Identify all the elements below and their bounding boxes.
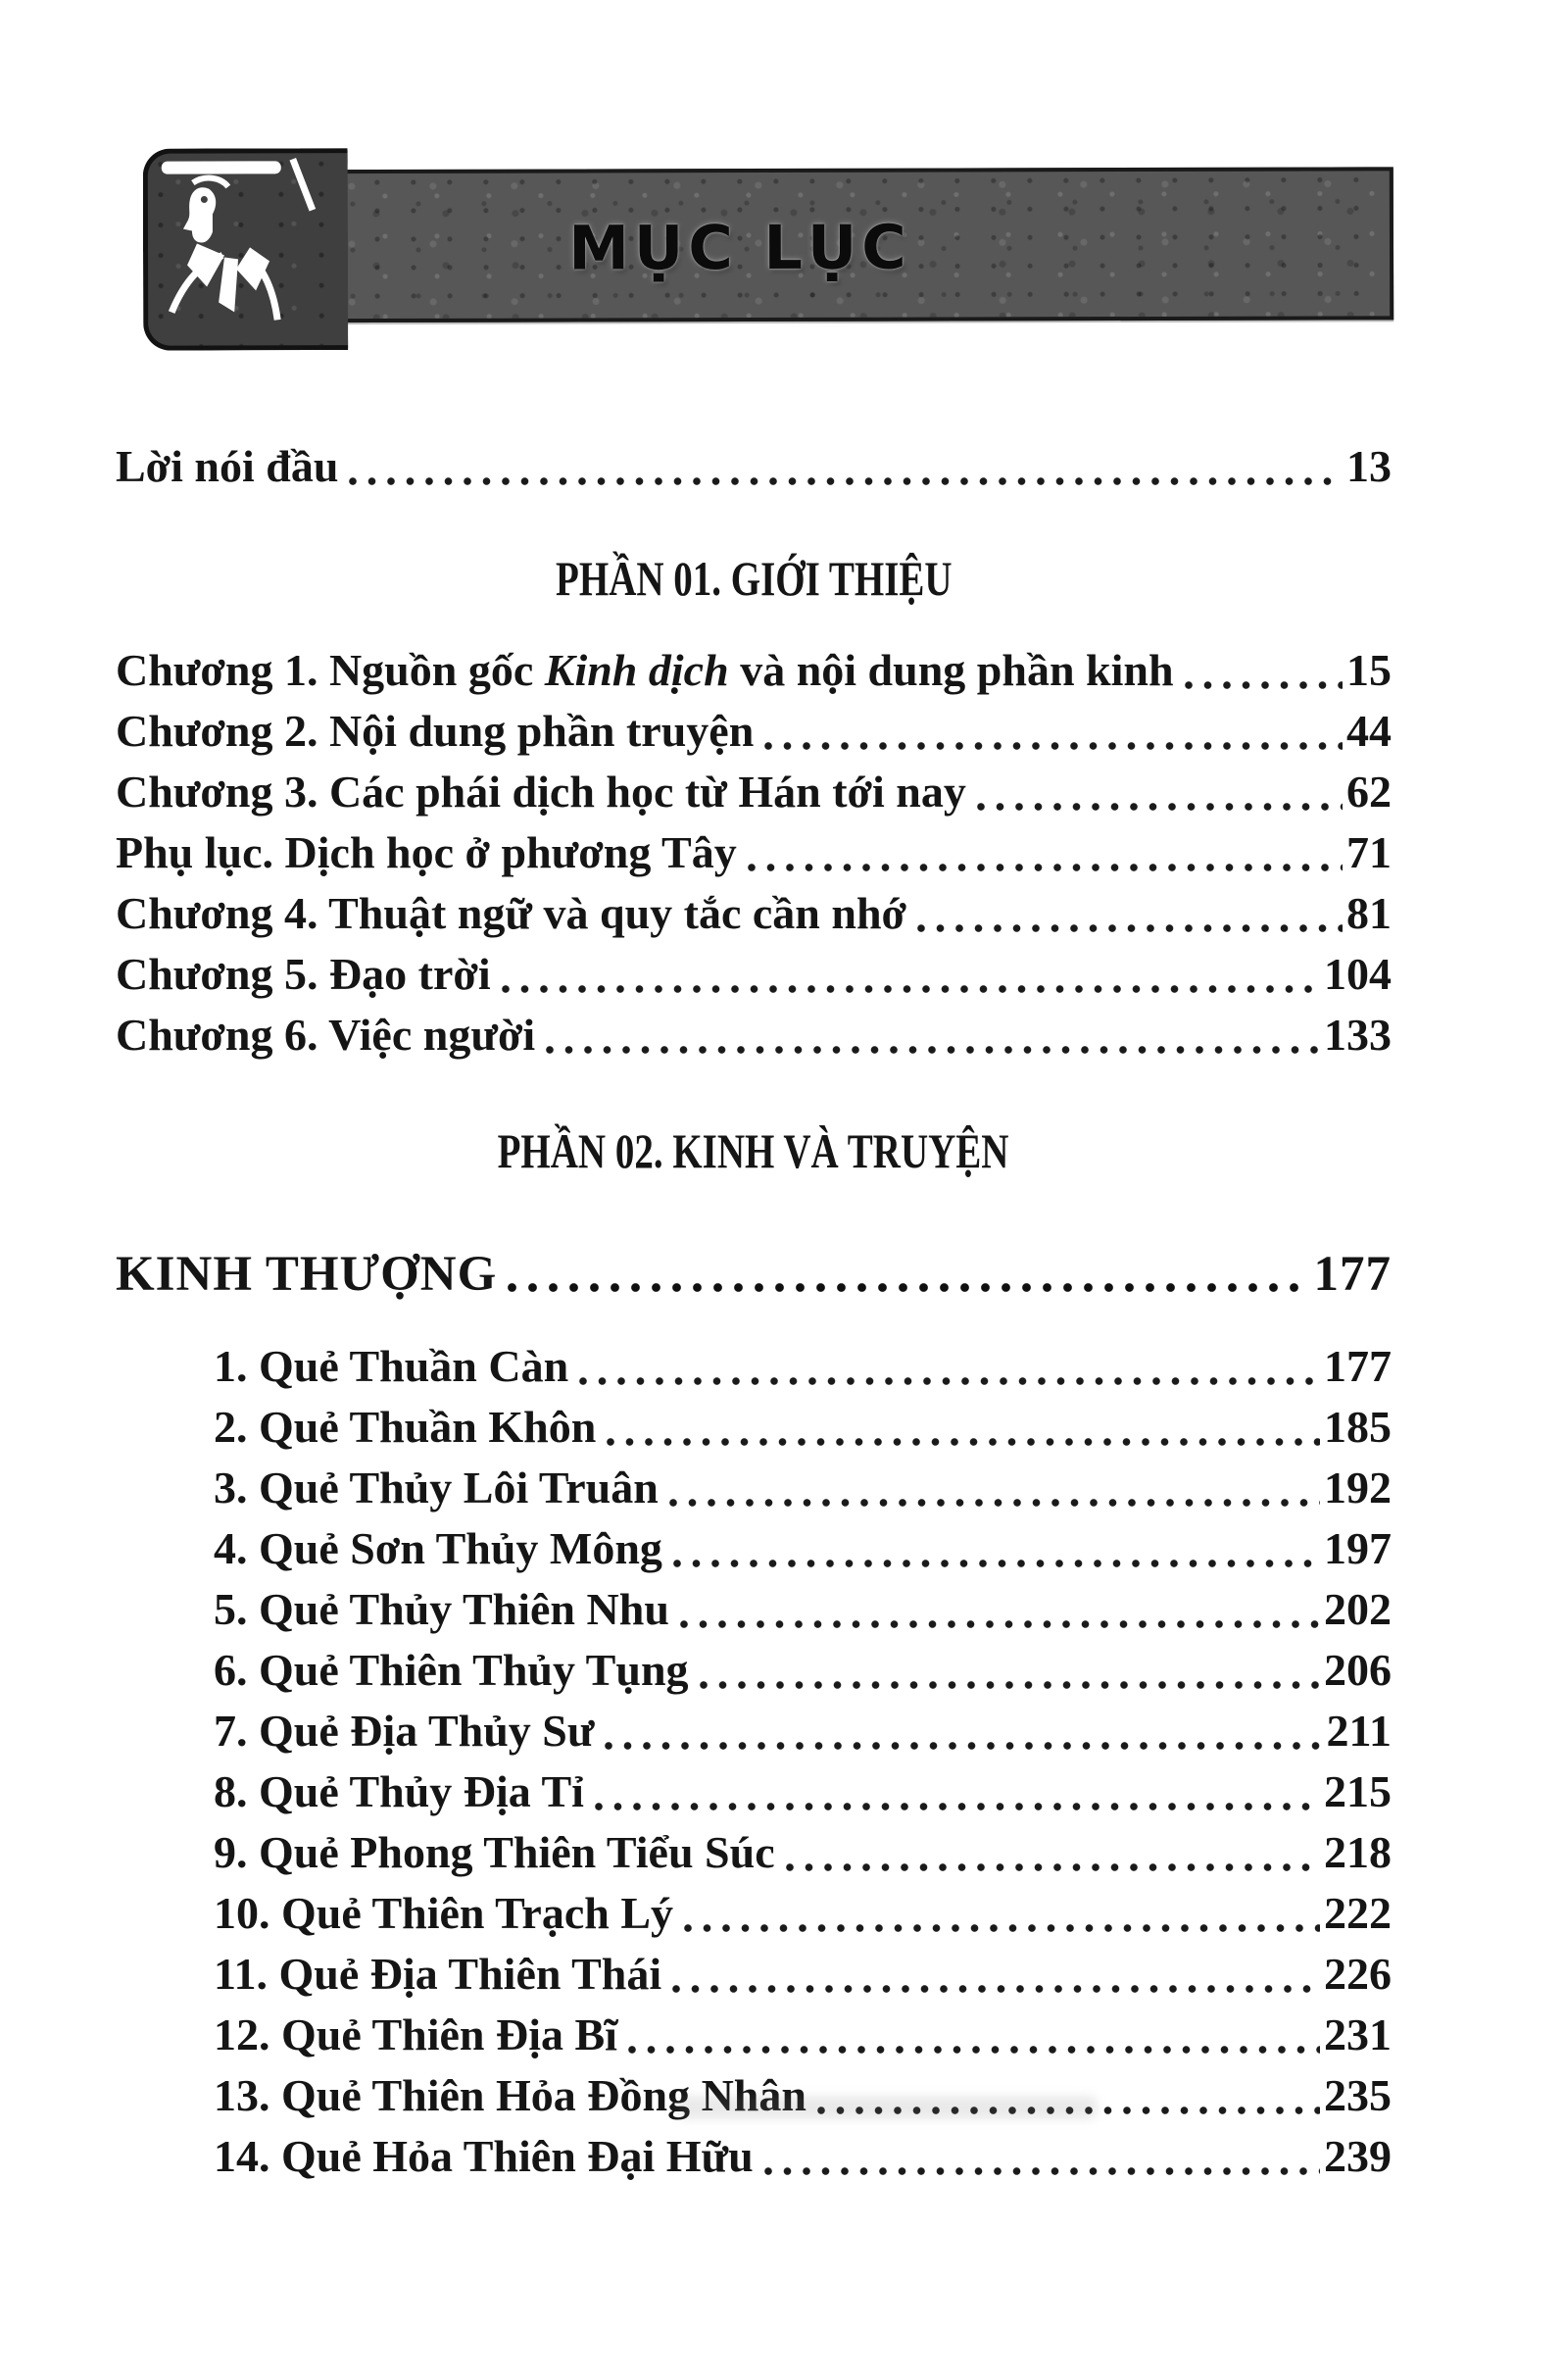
- dot-leader: [501, 984, 1320, 994]
- toc-row: [214, 1822, 1392, 1883]
- toc-label: 6. Quẻ Thiên Thủy Tụng: [214, 1645, 689, 1695]
- toc-list: [116, 0, 1392, 2187]
- dot-leader: [785, 1862, 1320, 1872]
- page-number: 13: [1346, 441, 1392, 491]
- toc-row-kinh-thuong: [116, 1244, 1392, 1305]
- toc-label: 11. Quẻ Địa Thiên Thái: [214, 1949, 662, 1999]
- dot-leader: [672, 1559, 1320, 1568]
- scan-smudge: [676, 2096, 1098, 2119]
- toc-row: [116, 701, 1392, 762]
- toc-row: [116, 1005, 1392, 1066]
- toc-label: KINH THƯỢNG: [116, 1247, 498, 1302]
- page-number: 226: [1324, 1949, 1392, 1999]
- toc-label: 8. Quẻ Thủy Địa Tỉ: [214, 1766, 584, 1816]
- toc-row: [214, 1579, 1392, 1640]
- toc-label: 1. Quẻ Thuần Càn: [214, 1341, 569, 1391]
- page-number: 44: [1346, 706, 1392, 756]
- toc-label: Chương 2. Nội dung phần truyện: [116, 706, 755, 756]
- page-number: 206: [1324, 1645, 1392, 1695]
- dot-leader: [594, 1802, 1320, 1811]
- toc-row: [214, 1336, 1392, 1397]
- toc-row: [214, 2126, 1392, 2187]
- page-number: 192: [1324, 1463, 1392, 1512]
- toc-row: [214, 1883, 1392, 1944]
- page-number: 133: [1324, 1010, 1392, 1060]
- toc-row-preface: [116, 436, 1392, 497]
- page-number: 81: [1346, 888, 1392, 938]
- toc-row: [116, 883, 1392, 944]
- dot-leader: [683, 1923, 1320, 1933]
- dot-leader: [606, 1437, 1320, 1447]
- dot-leader: [763, 741, 1343, 751]
- toc-row: [116, 822, 1392, 883]
- dot-leader: [916, 923, 1343, 933]
- toc-label-italic: Kinh dịch: [544, 645, 729, 695]
- part2-heading: PHẦN 02. KINH VÀ TRUYỆN: [498, 1123, 1009, 1178]
- toc-label: Phụ lục. Dịch học ở phương Tây: [116, 827, 737, 877]
- part1-rows: [116, 640, 1392, 1066]
- toc-label: Lời nói đầu: [116, 441, 339, 491]
- toc-row: [214, 1518, 1392, 1579]
- toc-label: Chương 5. Đạo trời: [116, 949, 491, 999]
- toc-row: [116, 762, 1392, 822]
- toc-label: 13. Quẻ Thiên Hỏa Đồng Nhân: [214, 2070, 806, 2120]
- toc-label: Chương 3. Các phái dịch học từ Hán tới nay: [116, 767, 966, 817]
- dot-leader: [348, 476, 1343, 486]
- toc-row: [214, 2005, 1392, 2065]
- page-number: 185: [1324, 1402, 1392, 1452]
- toc-row: [116, 640, 1392, 701]
- dot-leader: [507, 1282, 1309, 1293]
- page-title: MỤC LỤC: [568, 211, 911, 284]
- page-number: 218: [1324, 1827, 1392, 1877]
- page-number: 104: [1324, 949, 1392, 999]
- dot-leader: [604, 1741, 1322, 1751]
- page-number: 177: [1313, 1247, 1392, 1302]
- toc-row: [214, 1944, 1392, 2005]
- dot-leader: [763, 2166, 1320, 2176]
- dot-leader: [578, 1376, 1320, 1386]
- page-number: 222: [1324, 1888, 1392, 1938]
- dot-leader: [1184, 680, 1343, 690]
- page-number: 202: [1324, 1584, 1392, 1634]
- page-number: 239: [1324, 2131, 1392, 2181]
- dot-leader: [747, 863, 1343, 872]
- toc-label: 3. Quẻ Thủy Lôi Truân: [214, 1463, 659, 1512]
- toc-label: 5. Quẻ Thủy Thiên Nhu: [214, 1584, 669, 1634]
- page-number: 211: [1326, 1706, 1392, 1756]
- part2-rows: [116, 1336, 1392, 2187]
- toc-label: 14. Quẻ Hỏa Thiên Đại Hữu: [214, 2131, 754, 2181]
- dot-leader: [699, 1680, 1320, 1690]
- toc-row: [214, 1397, 1392, 1458]
- toc-row: [214, 1458, 1392, 1518]
- toc-label: 7. Quẻ Địa Thủy Sư: [214, 1706, 595, 1756]
- page-number: 15: [1346, 645, 1392, 695]
- toc-label: 10. Quẻ Thiên Trạch Lý: [214, 1888, 674, 1938]
- dot-leader: [627, 2045, 1320, 2055]
- toc-label: Chương 1. Nguồn gốc Kinh dịch và nội dung phần kinh: [116, 645, 1174, 695]
- page-number: 235: [1324, 2070, 1392, 2120]
- toc-row: [116, 944, 1392, 1005]
- page-number: 71: [1346, 827, 1392, 877]
- page-number: 231: [1324, 2009, 1392, 2059]
- dot-leader: [545, 1045, 1320, 1055]
- toc-label: Chương 6. Việc người: [116, 1010, 536, 1060]
- toc-row: [214, 1761, 1392, 1822]
- page-number: 177: [1324, 1341, 1392, 1391]
- toc-label: 12. Quẻ Thiên Địa Bĩ: [214, 2009, 617, 2059]
- dot-leader: [679, 1619, 1320, 1629]
- toc-label: Chương 4. Thuật ngữ và quy tắc cần nhớ: [116, 888, 907, 938]
- page-number: 197: [1324, 1523, 1392, 1573]
- dot-leader: [976, 802, 1343, 812]
- toc-row: [214, 1640, 1392, 1701]
- toc-label: 2. Quẻ Thuần Khôn: [214, 1402, 597, 1452]
- toc-row: [214, 1701, 1392, 1761]
- toc-label: 9. Quẻ Phong Thiên Tiểu Súc: [214, 1827, 775, 1877]
- dot-leader: [668, 1498, 1320, 1508]
- part1-heading: PHẦN 01. GIỚI THIỆU: [555, 551, 953, 606]
- toc-label: 4. Quẻ Sơn Thủy Mông: [214, 1523, 662, 1573]
- dot-leader: [671, 1984, 1320, 1994]
- page-number: 62: [1346, 767, 1392, 817]
- page-number: 215: [1324, 1766, 1392, 1816]
